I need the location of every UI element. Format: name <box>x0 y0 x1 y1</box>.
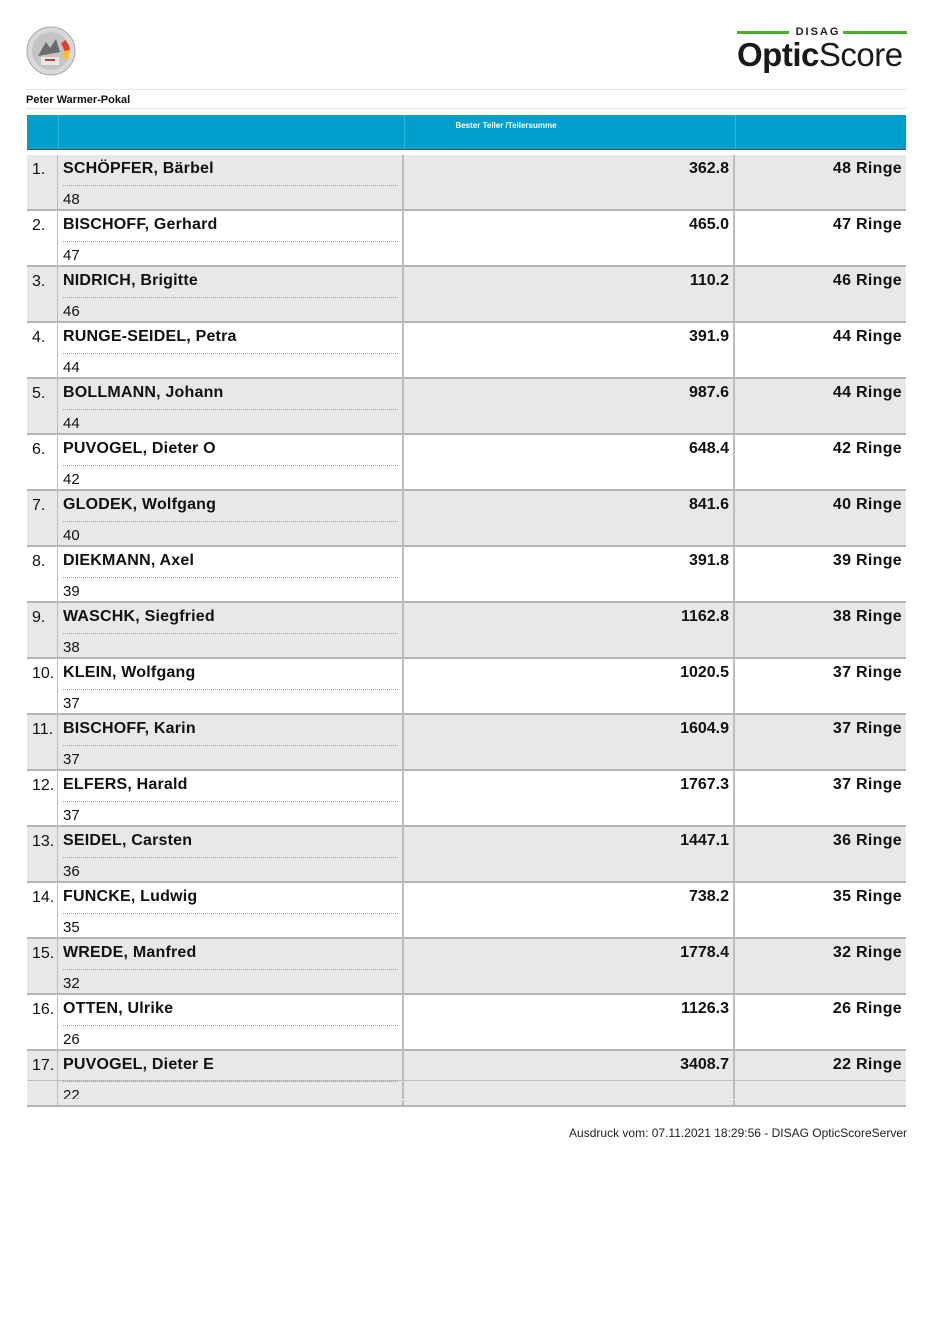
rank-cell: 2. <box>27 211 58 265</box>
teiler-cell: 1126.3 <box>404 995 735 1049</box>
shooter-name: DIEKMANN, Axel <box>63 552 195 569</box>
name-cell <box>58 827 404 881</box>
rank-cell: 11. <box>27 715 58 769</box>
table-row <box>27 435 906 491</box>
shooter-name: PUVOGEL, Dieter O <box>63 440 216 457</box>
ringe-cell: 37 Ringe <box>832 664 902 681</box>
divider <box>26 108 907 109</box>
shooter-name: NIDRICH, Brigitte <box>63 272 198 289</box>
ringe-cell: 38 Ringe <box>832 608 902 625</box>
name-cell <box>58 491 404 545</box>
shooter-name: SEIDEL, Carsten <box>63 832 193 849</box>
ring-count: 39 <box>63 583 80 600</box>
teiler-cell: 362.8 <box>404 155 735 209</box>
divider <box>26 89 907 90</box>
rank-cell: 5. <box>27 379 58 433</box>
ringe-cell: 37 Ringe <box>832 720 902 737</box>
ring-count: 48 <box>63 191 80 208</box>
shooter-name: KLEIN, Wolfgang <box>63 664 196 681</box>
rank-cell: 3. <box>27 267 58 321</box>
ringe-cell: 44 Ringe <box>832 384 902 401</box>
name-cell <box>58 267 404 321</box>
ring-count: 26 <box>63 1031 80 1048</box>
name-cell <box>58 715 404 769</box>
ring-count: 44 <box>63 359 80 376</box>
dotted-separator <box>63 297 398 298</box>
page-header <box>0 0 933 90</box>
ring-count: 37 <box>63 807 80 824</box>
teiler-cell: 391.8 <box>404 547 735 601</box>
ring-count: 47 <box>63 247 80 264</box>
rank-cell: 1. <box>27 155 58 209</box>
shooter-name: SCHÖPFER, Bärbel <box>63 160 214 177</box>
header-col-rank <box>27 115 59 149</box>
brand-bar-left <box>737 31 789 34</box>
disag-opticscore-logo <box>737 26 907 76</box>
ringe-cell: 39 Ringe <box>832 552 902 569</box>
ringe-cell: 44 Ringe <box>832 328 902 345</box>
name-cell <box>58 771 404 825</box>
teiler-cell: 648.4 <box>404 435 735 489</box>
table-row <box>27 603 906 659</box>
name-cell <box>58 659 404 713</box>
ring-count: 44 <box>63 415 80 432</box>
shooter-name: BOLLMANN, Johann <box>63 384 224 401</box>
ring-count: 40 <box>63 527 80 544</box>
table-header-band <box>27 115 906 149</box>
shooter-name: RUNGE-SEIDEL, Petra <box>63 328 237 345</box>
rank-cell: 9. <box>27 603 58 657</box>
teiler-cell: 1778.4 <box>404 939 735 993</box>
table-row <box>27 267 906 323</box>
rank-cell: 12. <box>27 771 58 825</box>
table-row <box>27 883 906 939</box>
dotted-separator <box>63 745 398 746</box>
table-row <box>27 547 906 603</box>
shooter-name: BISCHOFF, Gerhard <box>63 216 218 233</box>
shooter-name: OTTEN, Ulrike <box>63 1000 174 1017</box>
ring-count: 46 <box>63 303 80 320</box>
dotted-separator <box>63 521 398 522</box>
page-title: Peter Warmer-Pokal <box>26 94 131 106</box>
table-row <box>27 827 906 883</box>
name-cell <box>58 603 404 657</box>
rank-cell: 4. <box>27 323 58 377</box>
name-cell <box>58 547 404 601</box>
ring-count: 35 <box>63 919 80 936</box>
table-row <box>27 379 906 435</box>
teiler-cell: 738.2 <box>404 883 735 937</box>
ring-count: 36 <box>63 863 80 880</box>
name-cell <box>58 211 404 265</box>
name-cell <box>58 323 404 377</box>
teiler-cell: 987.6 <box>404 379 735 433</box>
ringe-cell: 22 Ringe <box>832 1056 902 1073</box>
rank-cell: 6. <box>27 435 58 489</box>
table-row <box>27 771 906 827</box>
club-crest-icon <box>26 26 76 76</box>
rank-cell: 8. <box>27 547 58 601</box>
dotted-separator <box>63 633 398 634</box>
ring-count: 22 <box>63 1087 80 1104</box>
dotted-separator <box>63 1025 398 1026</box>
dotted-separator <box>63 969 398 970</box>
shooter-name: WASCHK, Siegfried <box>63 608 215 625</box>
name-cell <box>58 995 404 1049</box>
shooter-name: BISCHOFF, Karin <box>63 720 196 737</box>
dotted-separator <box>63 409 398 410</box>
brand-optic: Optic <box>737 36 819 73</box>
teiler-cell: 3408.7 <box>404 1051 735 1105</box>
table-row <box>27 323 906 379</box>
name-cell <box>58 379 404 433</box>
dotted-separator <box>63 857 398 858</box>
teiler-cell: 465.0 <box>404 211 735 265</box>
table-row <box>27 995 906 1051</box>
rank-cell: 16. <box>27 995 58 1049</box>
teiler-cell: 1162.8 <box>404 603 735 657</box>
dotted-separator <box>63 241 398 242</box>
ringe-cell: 32 Ringe <box>832 944 902 961</box>
teiler-cell: 1604.9 <box>404 715 735 769</box>
header-underline <box>27 149 906 150</box>
print-timestamp: Ausdruck vom: 07.11.2021 18:29:56 - DISAG OpticScoreServer <box>569 1126 907 1140</box>
ring-count: 38 <box>63 639 80 656</box>
shooter-name: FUNCKE, Ludwig <box>63 888 198 905</box>
teiler-cell: 391.9 <box>404 323 735 377</box>
shooter-name: ELFERS, Harald <box>63 776 188 793</box>
dotted-separator <box>63 353 398 354</box>
shooter-name: WREDE, Manfred <box>63 944 197 961</box>
ring-count: 37 <box>63 695 80 712</box>
table-row <box>27 939 906 995</box>
rank-cell: 17. <box>27 1051 58 1105</box>
ring-count: 42 <box>63 471 80 488</box>
ring-count: 32 <box>63 975 80 992</box>
teiler-cell: 1020.5 <box>404 659 735 713</box>
ringe-cell: 26 Ringe <box>832 1000 902 1017</box>
table-row <box>27 211 906 267</box>
ringe-cell: 42 Ringe <box>832 440 902 457</box>
name-cell <box>58 939 404 993</box>
shooter-name: GLODEK, Wolfgang <box>63 496 217 513</box>
table-footer <box>27 1080 906 1100</box>
ring-count: 37 <box>63 751 80 768</box>
column-header-label: Bester Teiler /Teilersumme <box>455 121 557 130</box>
dotted-separator <box>63 801 398 802</box>
ringe-cell: 40 Ringe <box>832 496 902 513</box>
rank-cell: 10. <box>27 659 58 713</box>
teiler-cell: 841.6 <box>404 491 735 545</box>
name-cell <box>58 155 404 209</box>
ringe-cell: 37 Ringe <box>832 776 902 793</box>
table-row <box>27 659 906 715</box>
rank-cell: 15. <box>27 939 58 993</box>
teiler-cell: 1447.1 <box>404 827 735 881</box>
rank-cell: 7. <box>27 491 58 545</box>
teiler-cell: 110.2 <box>404 267 735 321</box>
rank-cell: 14. <box>27 883 58 937</box>
table-row <box>27 715 906 771</box>
shooter-name: PUVOGEL, Dieter E <box>63 1056 214 1073</box>
brand-bar-right <box>843 31 907 34</box>
ringe-cell: 36 Ringe <box>832 832 902 849</box>
brand-score: Score <box>818 36 903 73</box>
dotted-separator <box>63 185 398 186</box>
brand-top-text: DISAG <box>795 26 841 38</box>
header-col-name <box>58 115 405 149</box>
dotted-separator <box>63 913 398 914</box>
dotted-separator <box>63 577 398 578</box>
dotted-separator <box>63 689 398 690</box>
teiler-cell: 1767.3 <box>404 771 735 825</box>
brand-wordmark <box>737 36 903 74</box>
rank-cell: 13. <box>27 827 58 881</box>
table-row <box>27 491 906 547</box>
name-cell <box>58 435 404 489</box>
dotted-separator <box>63 465 398 466</box>
results-table <box>27 155 906 1107</box>
ringe-cell: 46 Ringe <box>832 272 902 289</box>
name-cell <box>58 883 404 937</box>
table-row <box>27 155 906 211</box>
ringe-cell: 35 Ringe <box>832 888 902 905</box>
ringe-cell: 48 Ringe <box>832 160 902 177</box>
ringe-cell: 47 Ringe <box>832 216 902 233</box>
